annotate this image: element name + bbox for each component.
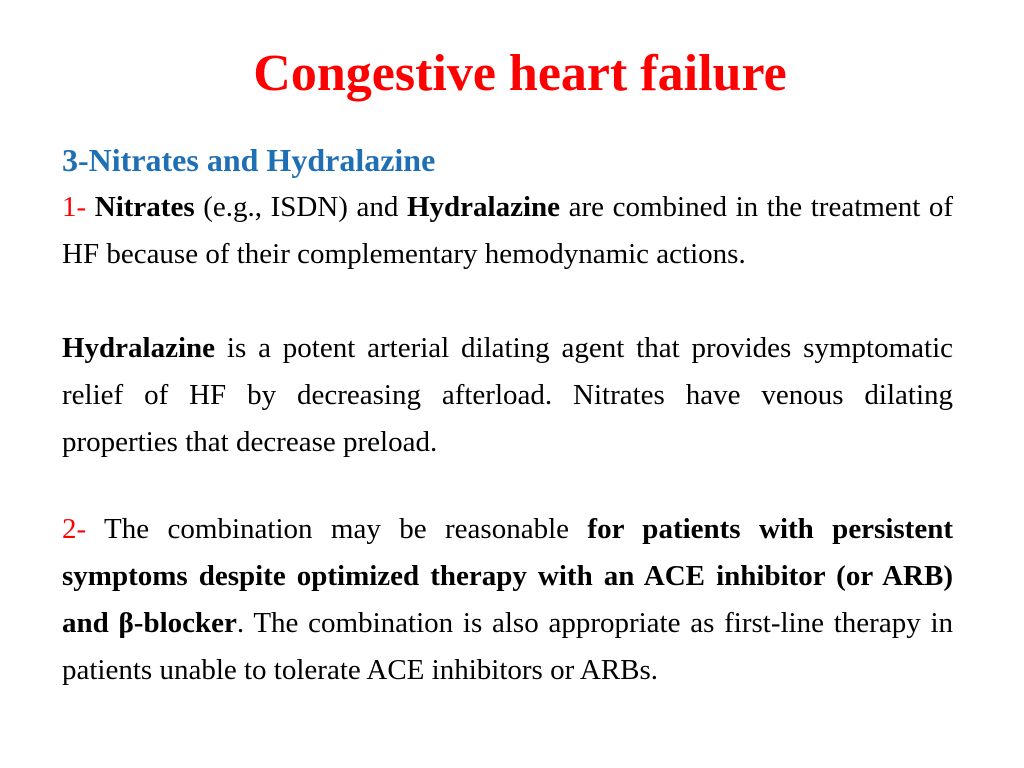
point-2-number: 2- <box>62 513 105 545</box>
point-1-number: 1- <box>62 191 95 223</box>
point-2-text-b: . The combination is also appropriate as first-line therapy in patients unable to tolerate ACE inhibitors or ARBs. <box>62 607 953 686</box>
hydralazine-detail-text: is a potent arterial dilating agent that provides symptomatic relief of HF by decreasing afterload. Nitrates have venous dilating properties that decrease preload. <box>62 332 953 458</box>
point-2-emphasis: for patients with persistent symptoms despite optimized therapy with an ACE inhibitor (or ARB) and β-blocker <box>62 513 954 639</box>
hydralazine-term: Hydralazine <box>406 191 561 223</box>
nitrates-term: Nitrates <box>94 191 195 223</box>
section-heading: 3-Nitrates and Hydralazine <box>62 142 436 178</box>
point-1-text-b: are combined in the treatment of HF because of their complementary hemodynamic actions. <box>62 191 954 270</box>
point-2-text-a: The combination may be reasonable <box>104 513 588 545</box>
hydralazine-detail-paragraph <box>62 325 953 466</box>
hydralazine-detail-term: Hydralazine <box>62 332 216 364</box>
slide-title: Congestive heart failure <box>253 45 787 102</box>
point-2-paragraph <box>62 506 953 694</box>
point-1-paragraph <box>62 184 953 278</box>
point-1-text-a: (e.g., ISDN) and <box>194 191 407 223</box>
